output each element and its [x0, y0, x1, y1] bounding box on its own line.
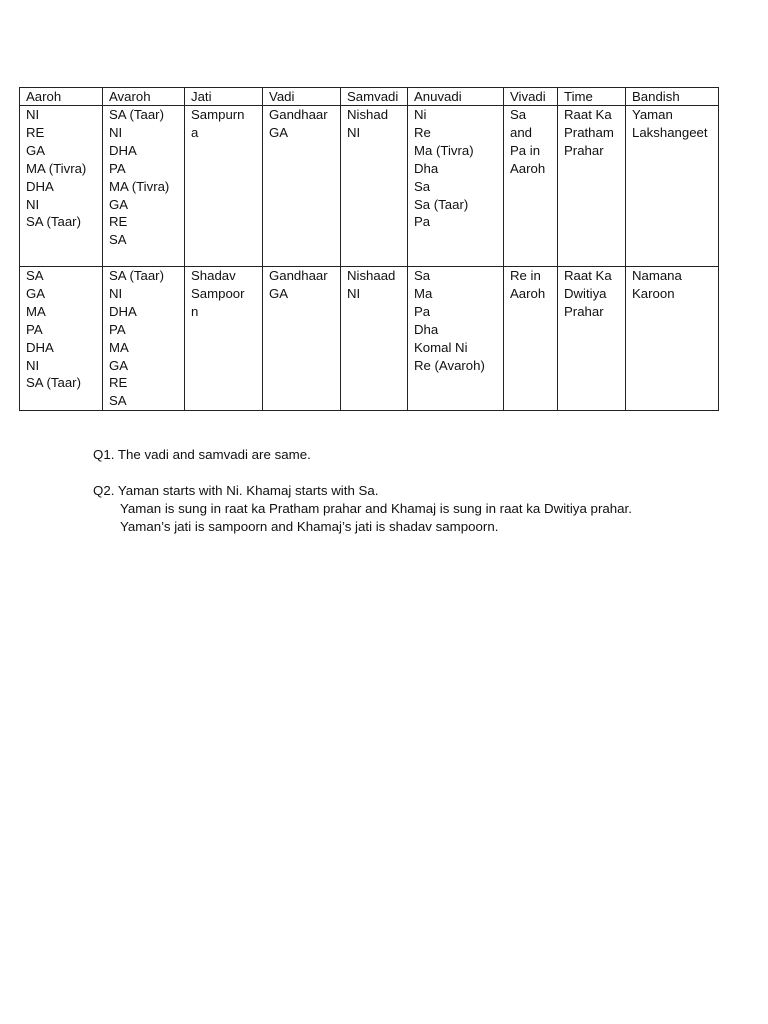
cell-line: SA (Taar)	[26, 375, 81, 391]
cell-anuvadi	[408, 267, 504, 411]
cell-line: Prahar	[564, 142, 604, 158]
cell-line: Sampoor	[191, 285, 245, 301]
cell-anuvadi	[408, 106, 504, 267]
cell-line: NI	[347, 285, 361, 301]
cell-line: Re in	[510, 268, 541, 283]
answer-q2-line2: Yaman is sung in raat ka Pratham prahar and Khamaj is sung in raat ka Dwitiya prahar.	[120, 501, 632, 516]
header-time: Time	[558, 88, 626, 106]
table-row	[20, 267, 719, 411]
header-anuvadi: Anuvadi	[408, 88, 504, 106]
cell-line: RE	[109, 375, 128, 391]
cell-line: SA	[26, 268, 44, 283]
cell-line: SA (Taar)	[109, 107, 164, 122]
cell-line: Sa	[414, 268, 431, 283]
cell-line: Ma	[414, 285, 433, 301]
header-avaroh: Avaroh	[103, 88, 185, 106]
cell-line: NI	[109, 285, 123, 301]
cell-line: MA	[26, 303, 46, 319]
cell-line: Raat Ka	[564, 107, 612, 122]
cell-line: SA	[109, 393, 127, 409]
cell-line: Pa	[414, 303, 431, 319]
cell-line: GA	[26, 142, 46, 158]
cell-line: Raat Ka	[564, 268, 612, 283]
cell-line: RE	[26, 124, 45, 140]
cell-line: Pratham	[564, 124, 614, 140]
answer-q2-line3: Yaman’s jati is sampoorn and Khamaj’s jati is shadav sampoorn.	[120, 519, 499, 534]
cell-line: Karoon	[632, 285, 675, 301]
cell-line: Ma (Tivra)	[414, 142, 474, 158]
cell-line: Prahar	[564, 303, 604, 319]
cell-line: Pa	[414, 214, 431, 230]
cell-aaroh	[20, 106, 103, 267]
cell-time	[558, 267, 626, 411]
cell-line: SA	[109, 232, 127, 248]
cell-line: Yaman	[632, 107, 673, 122]
cell-aaroh	[20, 267, 103, 411]
cell-line: DHA	[26, 339, 54, 355]
cell-line: Nishaad	[347, 268, 396, 283]
cell-line: RE	[109, 214, 128, 230]
cell-line: GA	[109, 357, 129, 373]
cell-line: SA (Taar)	[109, 268, 164, 283]
cell-line: Nishad	[347, 107, 389, 122]
cell-line: SA (Taar)	[26, 214, 81, 230]
cell-line: n	[191, 303, 199, 319]
cell-line: DHA	[26, 178, 54, 194]
cell-line: NI	[26, 107, 40, 122]
cell-line: PA	[109, 160, 126, 176]
cell-line: GA	[109, 196, 129, 212]
answer-q1: Q1. The vadi and samvadi are same.	[93, 447, 311, 462]
cell-bandish	[626, 267, 719, 411]
cell-line: MA (Tivra)	[26, 160, 87, 176]
cell-samvadi	[341, 106, 408, 267]
cell-line: Shadav	[191, 268, 236, 283]
cell-line: Sa	[414, 178, 431, 194]
cell-line: Dwitiya	[564, 285, 607, 301]
cell-line: NI	[109, 124, 123, 140]
header-vadi: Vadi	[263, 88, 341, 106]
cell-line: DHA	[109, 303, 137, 319]
cell-vivadi	[504, 106, 558, 267]
cell-avaroh	[103, 267, 185, 411]
cell-line: NI	[26, 357, 40, 373]
cell-line: Lakshangeet	[632, 124, 708, 140]
answer-q2-line1: Q2. Yaman starts with Ni. Khamaj starts with Sa.	[93, 483, 379, 498]
cell-line: GA	[269, 124, 289, 140]
header-jati: Jati	[185, 88, 263, 106]
table-row	[20, 106, 719, 267]
cell-line: DHA	[109, 142, 137, 158]
cell-line: a	[191, 124, 199, 140]
cell-line: Gandhaar	[269, 268, 328, 283]
cell-vivadi	[504, 267, 558, 411]
cell-samvadi	[341, 267, 408, 411]
cell-line: Sa (Taar)	[414, 196, 469, 212]
cell-jati	[185, 106, 263, 267]
cell-line: Komal Ni	[414, 339, 468, 355]
header-vivadi: Vivadi	[504, 88, 558, 106]
cell-jati	[185, 267, 263, 411]
cell-time	[558, 106, 626, 267]
cell-line: PA	[26, 321, 43, 337]
cell-line: MA	[109, 339, 129, 355]
raga-comparison-table	[19, 87, 719, 411]
cell-line: PA	[109, 321, 126, 337]
cell-vadi	[263, 106, 341, 267]
cell-line: Dha	[414, 160, 439, 176]
cell-line: Gandhaar	[269, 107, 328, 122]
cell-line: Sa	[510, 107, 527, 122]
cell-line: GA	[26, 285, 46, 301]
cell-line: GA	[269, 285, 289, 301]
cell-line: Re	[414, 124, 431, 140]
cell-avaroh	[103, 106, 185, 267]
cell-line: NI	[26, 196, 40, 212]
cell-line: Namana	[632, 268, 682, 283]
cell-line: Re (Avaroh)	[414, 357, 485, 373]
cell-line: Dha	[414, 321, 439, 337]
cell-line: Aaroh	[510, 285, 546, 301]
cell-line: MA (Tivra)	[109, 178, 170, 194]
cell-bandish	[626, 106, 719, 267]
header-aaroh: Aaroh	[20, 88, 103, 106]
cell-vadi	[263, 267, 341, 411]
header-bandish: Bandish	[626, 88, 719, 106]
cell-line: and	[510, 124, 533, 140]
table-header-row	[20, 88, 719, 106]
header-samvadi: Samvadi	[341, 88, 408, 106]
answers-section	[93, 446, 753, 536]
cell-line: NI	[347, 124, 361, 140]
cell-line: Sampurn	[191, 107, 245, 122]
cell-line: Aaroh	[510, 160, 546, 176]
cell-line: Ni	[414, 107, 427, 122]
cell-line: Pa in	[510, 142, 541, 158]
